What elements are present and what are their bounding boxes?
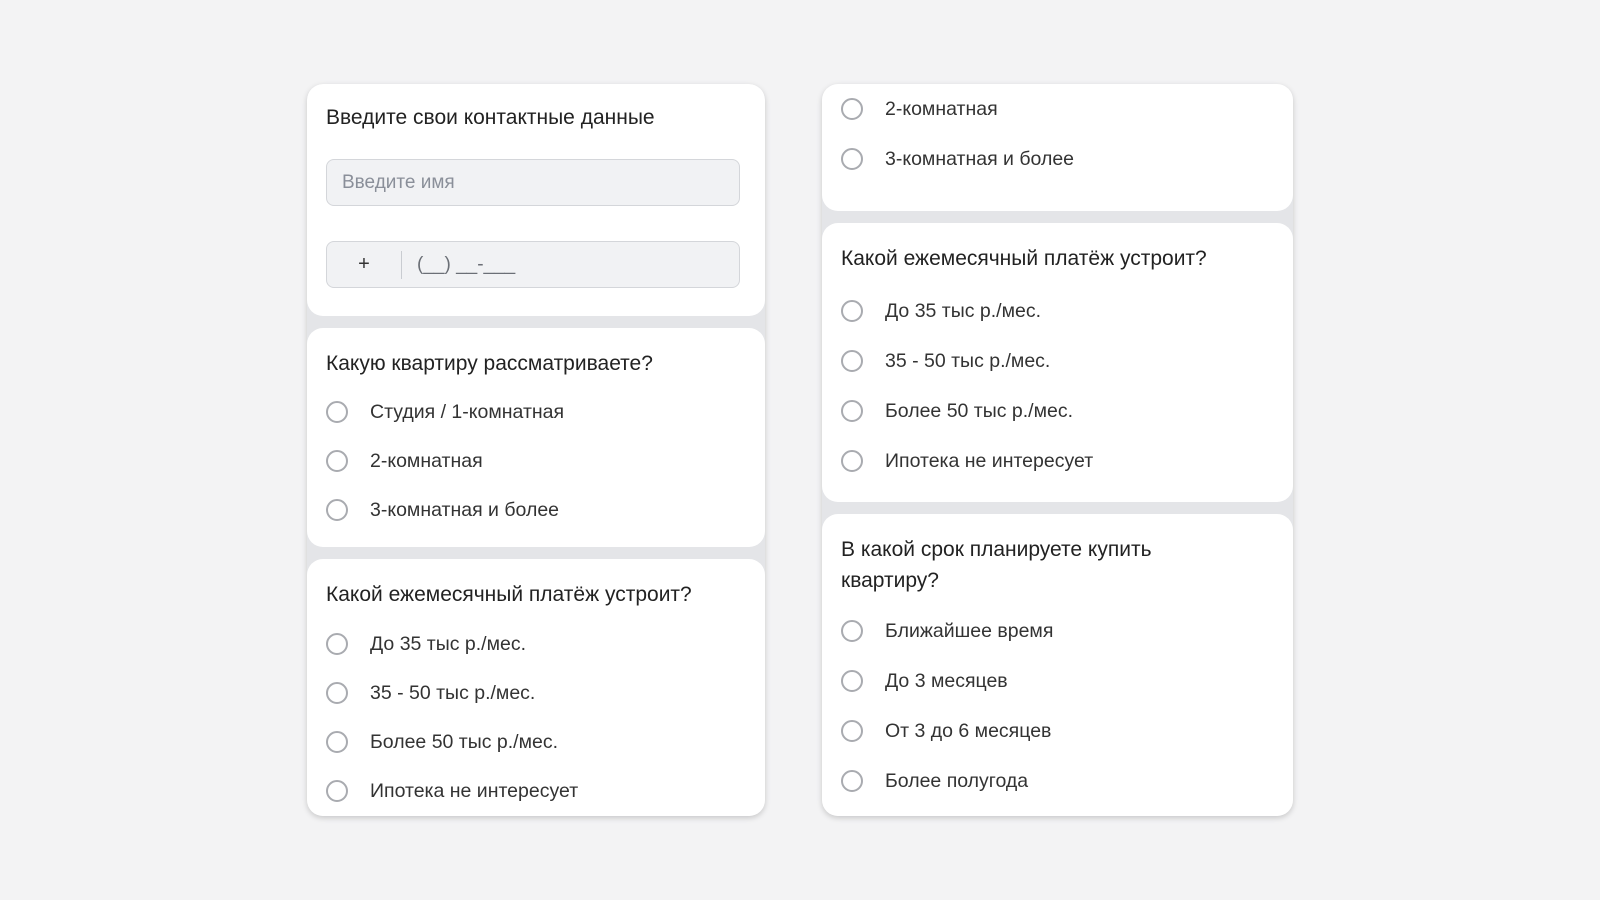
radio-button[interactable] bbox=[841, 98, 863, 120]
payment-option[interactable] bbox=[841, 396, 1283, 426]
payment-option[interactable] bbox=[841, 346, 1283, 376]
radio-button[interactable] bbox=[326, 731, 348, 753]
contacts-title: Введите свои контактные данные bbox=[326, 106, 655, 129]
timeframe-option[interactable] bbox=[841, 766, 1283, 796]
apartment-option[interactable] bbox=[841, 144, 1283, 174]
radio-button[interactable] bbox=[326, 450, 348, 472]
payment-option[interactable] bbox=[326, 776, 755, 806]
left-form-panel bbox=[307, 84, 765, 816]
apartment-option[interactable] bbox=[326, 397, 755, 427]
option-label: До 35 тыс р./мес. bbox=[370, 632, 527, 655]
timeframe-question-title: В какой срок планируете купить квартиру? bbox=[841, 538, 1152, 592]
phone-field[interactable] bbox=[326, 241, 740, 288]
payment-option[interactable] bbox=[326, 629, 755, 659]
option-label: От 3 до 6 месяцев bbox=[885, 719, 1052, 742]
contacts-card bbox=[307, 84, 765, 316]
radio-button[interactable] bbox=[841, 770, 863, 792]
radio-button[interactable] bbox=[326, 401, 348, 423]
radio-button[interactable] bbox=[326, 682, 348, 704]
radio-button[interactable] bbox=[326, 633, 348, 655]
radio-button[interactable] bbox=[841, 620, 863, 642]
payment-question-title: Какой ежемесячный платёж устроит? bbox=[326, 583, 692, 606]
payment-option[interactable] bbox=[326, 678, 755, 708]
option-label: Ближайшее время bbox=[885, 619, 1054, 642]
payment-option[interactable] bbox=[326, 727, 755, 757]
option-label: 2-комнатная bbox=[885, 97, 998, 120]
option-label: 2-комнатная bbox=[370, 449, 483, 472]
timeframe-question-card bbox=[822, 514, 1293, 816]
phone-input[interactable] bbox=[402, 242, 739, 287]
timeframe-option[interactable] bbox=[841, 716, 1283, 746]
radio-button[interactable] bbox=[841, 350, 863, 372]
name-input[interactable] bbox=[326, 159, 740, 206]
radio-button[interactable] bbox=[326, 499, 348, 521]
timeframe-option[interactable] bbox=[841, 616, 1283, 646]
radio-button[interactable] bbox=[841, 400, 863, 422]
option-label: Более полугода bbox=[885, 769, 1029, 792]
payment-option[interactable] bbox=[841, 446, 1283, 476]
radio-button[interactable] bbox=[841, 300, 863, 322]
radio-button[interactable] bbox=[841, 450, 863, 472]
apartment-option[interactable] bbox=[326, 495, 755, 525]
payment-option[interactable] bbox=[841, 296, 1283, 326]
option-label: 3-комнатная и более bbox=[370, 498, 560, 521]
apartment-question-title: Какую квартиру рассматриваете? bbox=[326, 352, 653, 375]
apartment-question-card bbox=[307, 328, 765, 547]
option-label: Ипотека не интересует bbox=[370, 779, 579, 802]
payment-question-card bbox=[822, 223, 1293, 502]
option-label: До 3 месяцев bbox=[885, 669, 1008, 692]
option-label: 35 - 50 тыс р./мес. bbox=[370, 681, 536, 704]
option-label: 3-комнатная и более bbox=[885, 147, 1075, 170]
option-label: Более 50 тыс р./мес. bbox=[370, 730, 559, 753]
phone-code-selector[interactable]: + bbox=[358, 253, 370, 275]
apartment-option[interactable] bbox=[326, 446, 755, 476]
option-label: Более 50 тыс р./мес. bbox=[885, 399, 1074, 422]
option-label: Ипотека не интересует bbox=[885, 449, 1094, 472]
payment-question-card bbox=[307, 559, 765, 816]
payment-question-title: Какой ежемесячный платёж устроит? bbox=[841, 247, 1207, 270]
option-label: 35 - 50 тыс р./мес. bbox=[885, 349, 1051, 372]
radio-button[interactable] bbox=[841, 148, 863, 170]
option-label: Студия / 1-комнатная bbox=[370, 400, 565, 423]
radio-button[interactable] bbox=[841, 670, 863, 692]
radio-button[interactable] bbox=[841, 720, 863, 742]
right-form-panel bbox=[822, 84, 1293, 816]
apartment-option[interactable] bbox=[841, 94, 1283, 124]
radio-button[interactable] bbox=[326, 780, 348, 802]
apartment-question-card-scrolled bbox=[822, 84, 1293, 211]
option-label: До 35 тыс р./мес. bbox=[885, 299, 1042, 322]
timeframe-option[interactable] bbox=[841, 666, 1283, 696]
